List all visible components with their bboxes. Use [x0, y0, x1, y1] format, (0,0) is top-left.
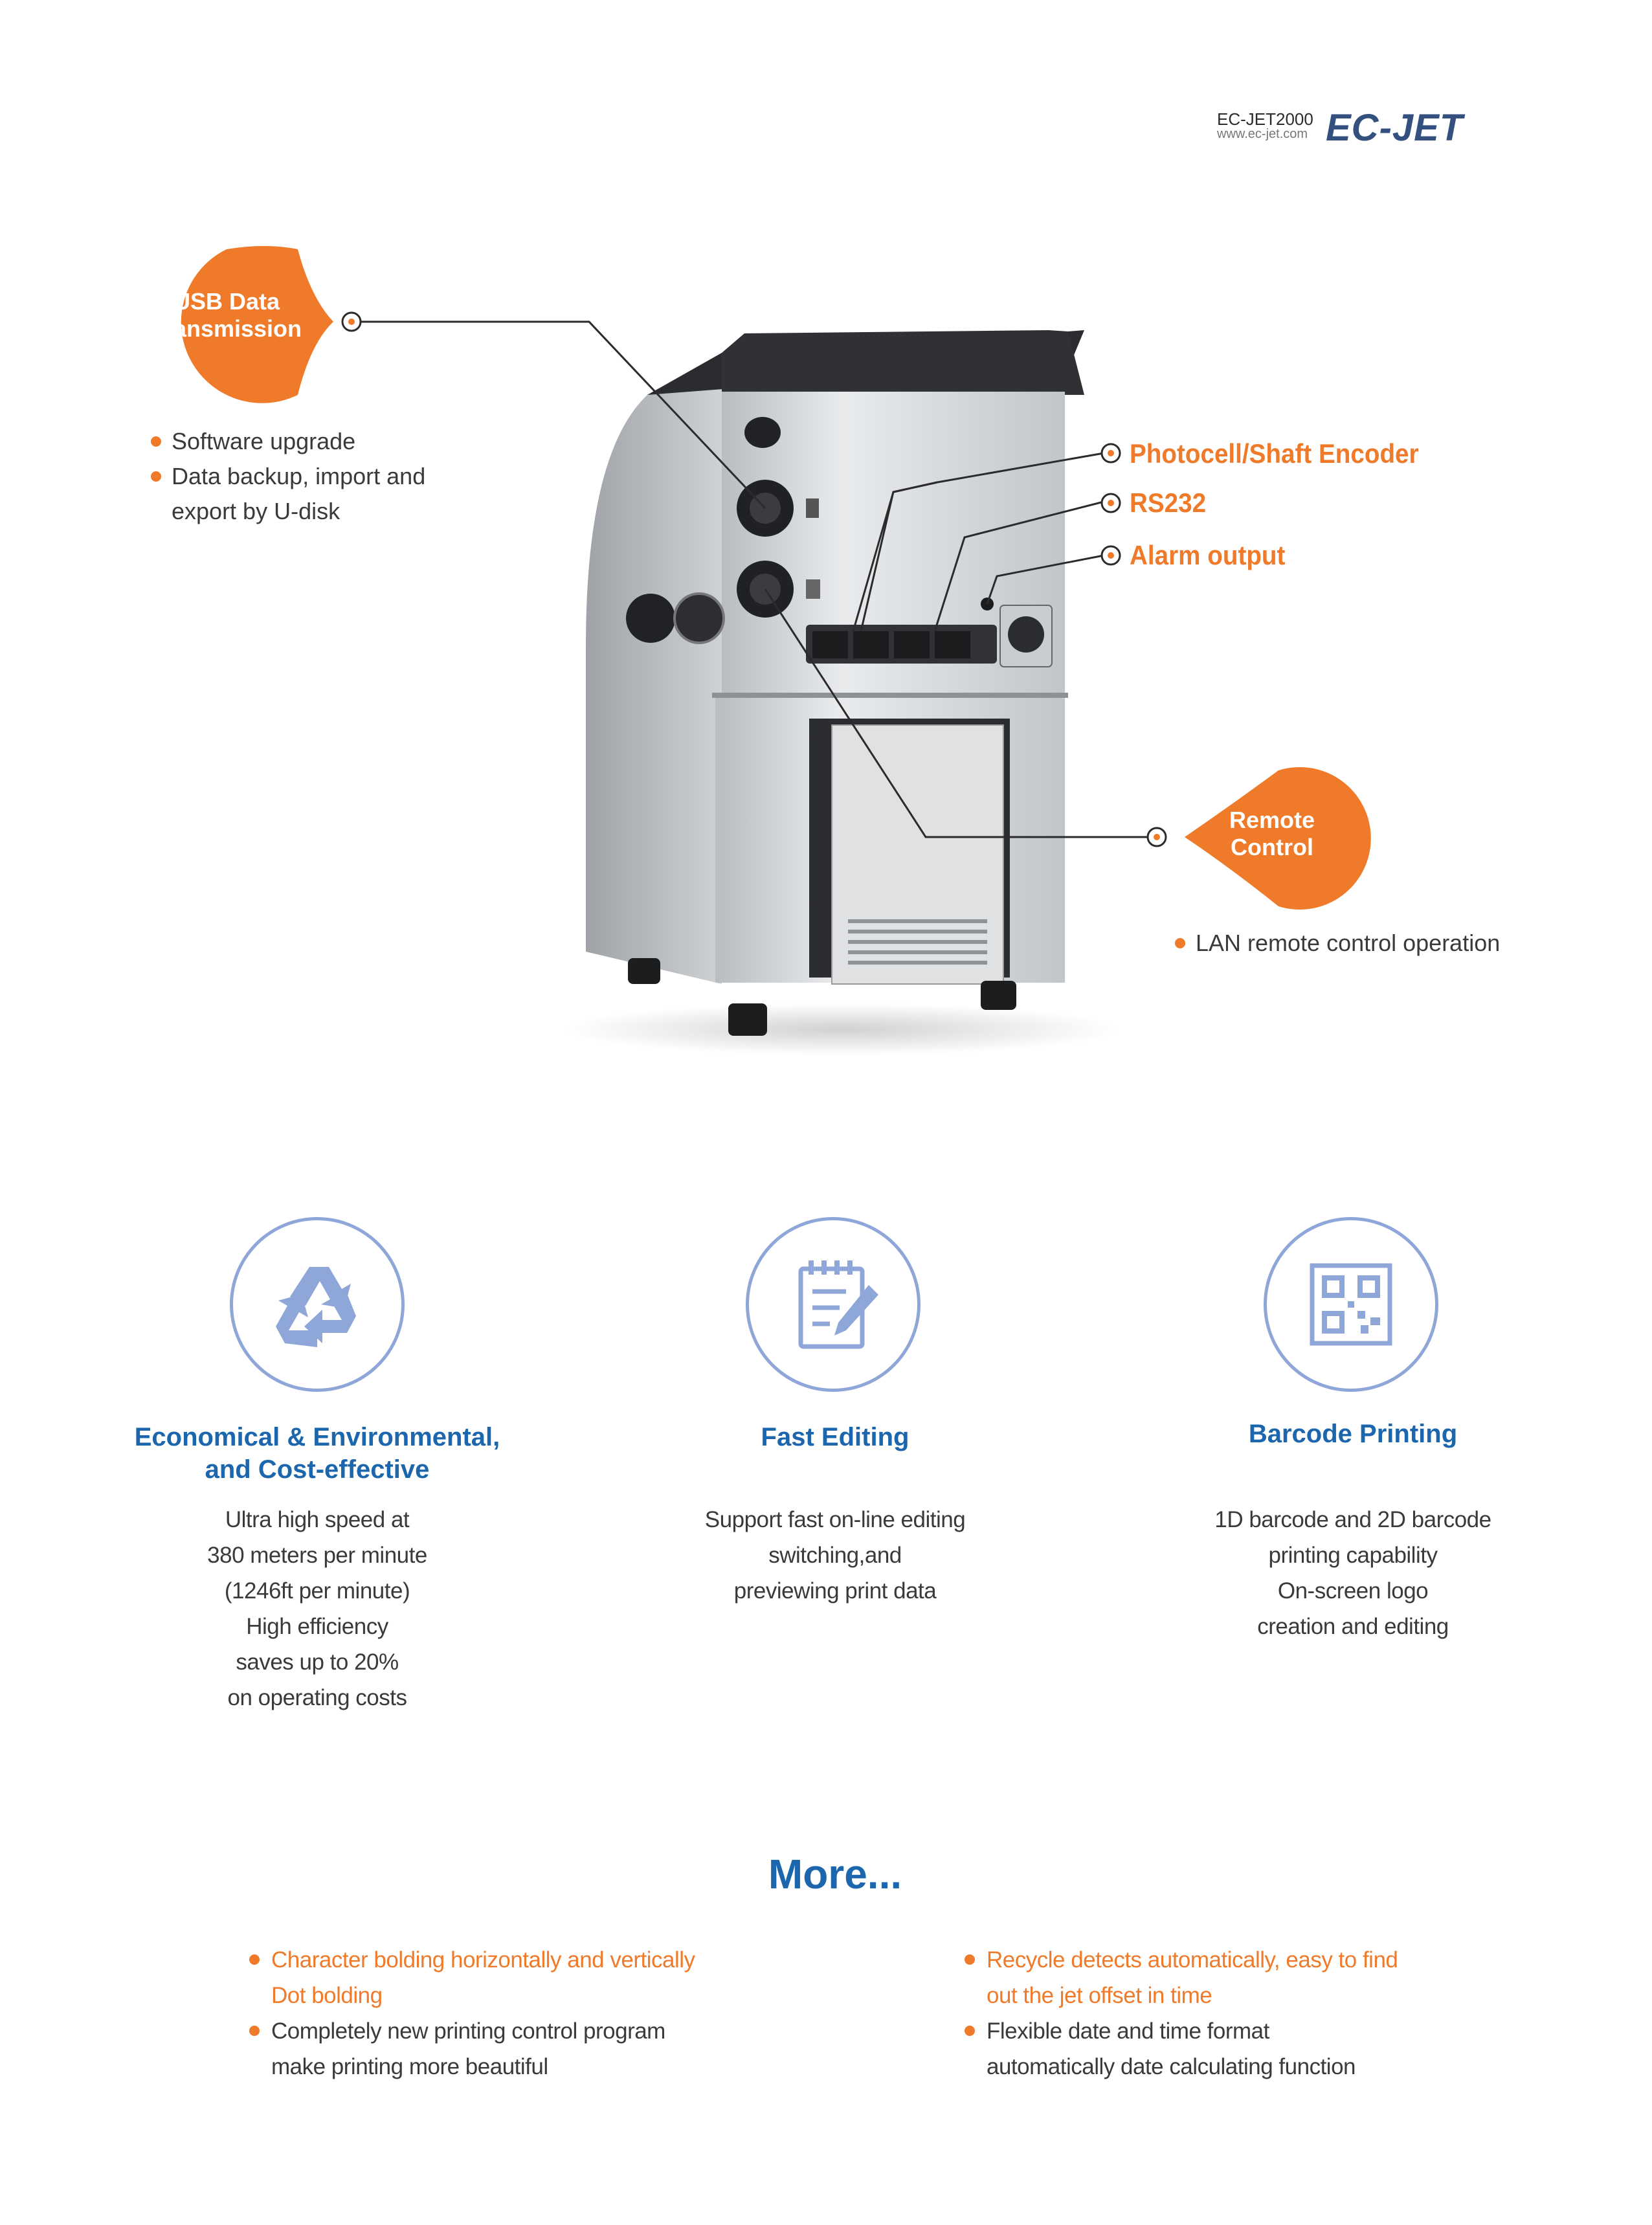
usb-title-line2: Transmission: [151, 315, 302, 342]
feature-description: Ultra high speed at 380 meters per minute (1246ft per minute) High efficiency saves up to 20% on operating costs: [207, 1507, 427, 1710]
remote-bubble-title: [1204, 807, 1340, 861]
list-item-continuation: export by U-disk: [172, 498, 340, 524]
feature-title: Barcode Printing: [1248, 1420, 1458, 1448]
feature-icon-circle: [1264, 1217, 1438, 1392]
printer-divider: [712, 693, 1068, 698]
more-title: More...: [768, 1851, 902, 1897]
feature-title: Economical & Environmental, and Cost-effective: [134, 1423, 500, 1484]
list-item: Recycle detects automatically, easy to find out the jet offset in time: [965, 1942, 1547, 2013]
more-list-right: [965, 1942, 1547, 2085]
bullet-dot: [151, 471, 161, 482]
side-port: [626, 594, 675, 643]
more-list-left: [249, 1942, 832, 2085]
list-item: Completely new printing control program make printing more beautiful: [249, 2013, 832, 2085]
photocell-label: Photocell/Shaft Encoder: [1130, 438, 1419, 469]
list-item: Character bolding horizontally and vertically Dot bolding: [249, 1942, 832, 2013]
feature-description: Support fast on-line editing switching,and previewing print data: [704, 1507, 966, 1604]
printer-door-panel: [832, 725, 1003, 984]
brand-logo: EC-JET: [1326, 107, 1464, 149]
bullet-dot: [151, 436, 161, 447]
list-item: Software upgrade: [151, 424, 474, 459]
front-small-port: [744, 417, 781, 448]
list-item: LAN remote control operation: [1175, 926, 1537, 961]
printer-foot: [628, 958, 660, 984]
bullet-dot: [249, 2026, 260, 2036]
usb-bullet-list: [151, 424, 474, 529]
bullet-dot: [1175, 938, 1185, 948]
alarm-label: Alarm output: [1130, 540, 1286, 570]
feature-icon-circle: [230, 1217, 405, 1392]
feature-title: Fast Editing: [761, 1423, 910, 1451]
remote-bullet-list: [1175, 926, 1537, 961]
edit-notepad-icon: [749, 1220, 917, 1389]
printer-foot: [728, 1003, 767, 1036]
bullet-dot: [965, 1954, 975, 1965]
feature-icon-circle: [746, 1217, 921, 1392]
printer-side-panel: [586, 353, 722, 984]
rs232-label: RS232: [1130, 487, 1207, 518]
usb-bubble-title: [146, 288, 307, 342]
printer-foot: [981, 981, 1016, 1010]
model-name: EC-JET2000: [1217, 109, 1313, 129]
recycle-icon: [233, 1220, 401, 1389]
side-port: [675, 594, 724, 643]
feature-description: 1D barcode and 2D barcode printing capability On-screen logo creation and editing: [1214, 1507, 1491, 1639]
bullet-dot: [965, 2026, 975, 2036]
floor-shadow: [563, 1003, 1120, 1055]
usb-title-line1: USB Data: [173, 288, 280, 315]
printer-top-bevel: [722, 330, 1084, 395]
website-url: www.ec-jet.com: [1217, 127, 1308, 141]
list-item: Data backup, import and: [151, 459, 474, 494]
qr-code-icon: [1267, 1220, 1435, 1389]
remote-title-line1: Remote: [1229, 807, 1315, 833]
bullet-dot: [249, 1954, 260, 1965]
list-item: Flexible date and time format automatically date calculating function: [965, 2013, 1547, 2085]
remote-title-line2: Control: [1231, 834, 1313, 860]
